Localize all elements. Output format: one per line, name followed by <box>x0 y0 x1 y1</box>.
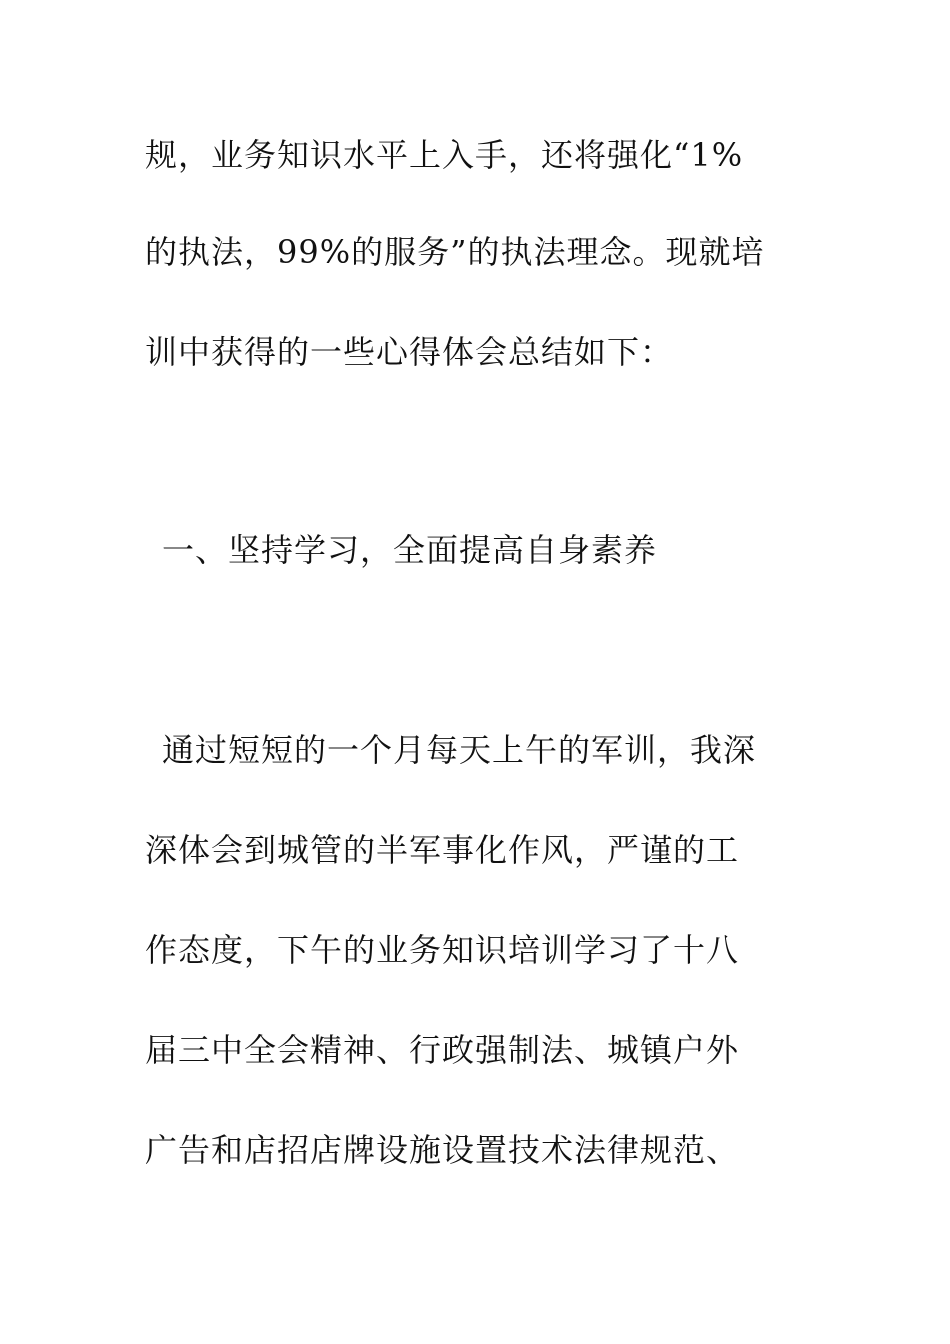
intro-paragraph-line: 训中获得的一些心得体会总结如下： <box>145 333 674 371</box>
body-paragraph-line: 作态度，下午的业务知识培训学习了十八 <box>145 931 740 969</box>
body-paragraph-line: 届三中全会精神、行政强制法、城镇户外 <box>145 1031 740 1069</box>
section-heading: 一、坚持学习，全面提高自身素养 <box>162 531 658 569</box>
body-paragraph-line: 深体会到城管的半军事化作风，严谨的工 <box>145 831 740 869</box>
body-paragraph-line: 通过短短的一个月每天上午的军训，我深 <box>162 731 757 769</box>
intro-paragraph-line: 规，业务知识水平上入手，还将强化“1% <box>145 136 744 174</box>
intro-paragraph-line: 的执法，99%的服务”的执法理念。现就培 <box>145 233 765 271</box>
body-paragraph-line: 广告和店招店牌设施设置技术法律规范、 <box>145 1131 740 1169</box>
